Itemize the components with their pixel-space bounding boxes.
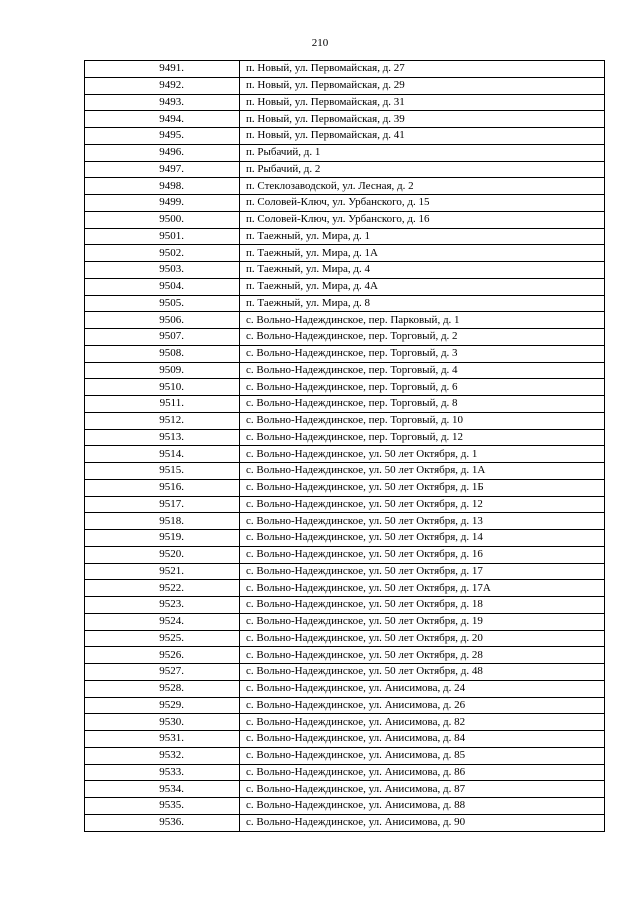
table-row [85,814,605,831]
row-address: с. Вольно-Надеждинское, пер. Парковый, д. 1 [240,312,605,329]
row-address: с. Вольно-Надеждинское, ул. 50 лет Октября, д. 28 [240,647,605,664]
row-address: с. Вольно-Надеждинское, ул. 50 лет Октября, д. 19 [240,613,605,630]
table-row [85,613,605,630]
row-address: п. Стеклозаводской, ул. Лесная, д. 2 [240,178,605,195]
row-address: с. Вольно-Надеждинское, ул. Анисимова, д. 24 [240,680,605,697]
row-number: 9500. [85,211,240,228]
row-number: 9508. [85,345,240,362]
row-number: 9528. [85,680,240,697]
table-row [85,278,605,295]
row-number: 9518. [85,513,240,530]
row-number: 9507. [85,329,240,346]
row-address: с. Вольно-Надеждинское, ул. 50 лет Октября, д. 18 [240,597,605,614]
row-address: п. Таежный, ул. Мира, д. 1А [240,245,605,262]
table-row [85,379,605,396]
row-address: с. Вольно-Надеждинское, ул. 50 лет Октября, д. 13 [240,513,605,530]
table-row [85,530,605,547]
row-address: п. Рыбачий, д. 1 [240,144,605,161]
row-number: 9496. [85,144,240,161]
row-address: с. Вольно-Надеждинское, ул. 50 лет Октября, д. 12 [240,496,605,513]
table-row [85,144,605,161]
table-row [85,362,605,379]
row-address: с. Вольно-Надеждинское, ул. Анисимова, д. 82 [240,714,605,731]
table-row [85,781,605,798]
row-number: 9522. [85,580,240,597]
row-number: 9503. [85,262,240,279]
address-table-body [85,61,605,832]
table-row [85,680,605,697]
table-row [85,496,605,513]
row-number: 9505. [85,295,240,312]
row-number: 9511. [85,396,240,413]
row-number: 9534. [85,781,240,798]
table-row [85,647,605,664]
row-number: 9532. [85,747,240,764]
row-number: 9536. [85,814,240,831]
table-row [85,764,605,781]
row-address: с. Вольно-Надеждинское, ул. 50 лет Октября, д. 16 [240,546,605,563]
row-number: 9510. [85,379,240,396]
row-number: 9524. [85,613,240,630]
row-address: п. Новый, ул. Первомайская, д. 41 [240,128,605,145]
table-row [85,597,605,614]
table-row [85,513,605,530]
row-address: п. Таежный, ул. Мира, д. 4 [240,262,605,279]
row-address: с. Вольно-Надеждинское, ул. 50 лет Октября, д. 17 [240,563,605,580]
row-number: 9498. [85,178,240,195]
row-number: 9509. [85,362,240,379]
row-address: с. Вольно-Надеждинское, ул. 50 лет Октября, д. 1 [240,446,605,463]
table-row [85,563,605,580]
row-address: с. Вольно-Надеждинское, ул. 50 лет Октября, д. 17А [240,580,605,597]
table-row [85,228,605,245]
row-address: п. Таежный, ул. Мира, д. 1 [240,228,605,245]
address-table [84,60,605,832]
table-row [85,714,605,731]
table-row [85,211,605,228]
row-address: п. Соловей-Ключ, ул. Урбанского, д. 15 [240,195,605,212]
row-address: с. Вольно-Надеждинское, ул. Анисимова, д. 86 [240,764,605,781]
table-row [85,345,605,362]
row-address: с. Вольно-Надеждинское, пер. Торговый, д. 4 [240,362,605,379]
row-number: 9491. [85,61,240,78]
table-row [85,195,605,212]
row-number: 9521. [85,563,240,580]
row-number: 9497. [85,161,240,178]
table-row [85,111,605,128]
page-number: 210 [311,37,329,49]
table-row [85,798,605,815]
row-number: 9530. [85,714,240,731]
table-row [85,178,605,195]
row-address: с. Вольно-Надеждинское, пер. Торговый, д. 2 [240,329,605,346]
row-number: 9495. [85,128,240,145]
table-row [85,161,605,178]
row-address: п. Таежный, ул. Мира, д. 4А [240,278,605,295]
row-address: с. Вольно-Надеждинское, ул. Анисимова, д. 88 [240,798,605,815]
row-address: п. Новый, ул. Первомайская, д. 31 [240,94,605,111]
table-row [85,429,605,446]
row-number: 9494. [85,111,240,128]
row-number: 9535. [85,798,240,815]
table-row [85,245,605,262]
row-number: 9493. [85,94,240,111]
row-address: с. Вольно-Надеждинское, ул. 50 лет Октября, д. 1Б [240,479,605,496]
row-address: с. Вольно-Надеждинское, пер. Торговый, д. 10 [240,412,605,429]
row-address: с. Вольно-Надеждинское, ул. 50 лет Октября, д. 48 [240,664,605,681]
table-row [85,61,605,78]
row-number: 9502. [85,245,240,262]
table-row [85,580,605,597]
table-row [85,128,605,145]
row-number: 9516. [85,479,240,496]
table-row [85,479,605,496]
row-address: с. Вольно-Надеждинское, ул. 50 лет Октября, д. 20 [240,630,605,647]
table-row [85,77,605,94]
row-number: 9492. [85,77,240,94]
row-number: 9531. [85,731,240,748]
row-number: 9506. [85,312,240,329]
row-address: п. Рыбачий, д. 2 [240,161,605,178]
table-row [85,94,605,111]
table-row [85,463,605,480]
table-row [85,295,605,312]
row-address: с. Вольно-Надеждинское, пер. Торговый, д. 8 [240,396,605,413]
row-number: 9526. [85,647,240,664]
table-row [85,412,605,429]
row-address: п. Новый, ул. Первомайская, д. 29 [240,77,605,94]
table-row [85,312,605,329]
row-address: п. Соловей-Ключ, ул. Урбанского, д. 16 [240,211,605,228]
row-number: 9501. [85,228,240,245]
table-row [85,747,605,764]
row-number: 9499. [85,195,240,212]
row-number: 9520. [85,546,240,563]
table-row [85,262,605,279]
row-number: 9527. [85,664,240,681]
row-number: 9512. [85,412,240,429]
row-address: п. Новый, ул. Первомайская, д. 39 [240,111,605,128]
row-number: 9513. [85,429,240,446]
row-number: 9519. [85,530,240,547]
row-address: с. Вольно-Надеждинское, пер. Торговый, д. 6 [240,379,605,396]
table-row [85,630,605,647]
row-address: с. Вольно-Надеждинское, ул. 50 лет Октября, д. 1А [240,463,605,480]
row-address: с. Вольно-Надеждинское, ул. Анисимова, д. 26 [240,697,605,714]
table-row [85,446,605,463]
table-row [85,697,605,714]
row-address: с. Вольно-Надеждинское, ул. 50 лет Октября, д. 14 [240,530,605,547]
row-number: 9517. [85,496,240,513]
row-address: с. Вольно-Надеждинское, ул. Анисимова, д. 84 [240,731,605,748]
table-row [85,664,605,681]
row-number: 9533. [85,764,240,781]
row-address: с. Вольно-Надеждинское, ул. Анисимова, д. 87 [240,781,605,798]
row-address: п. Таежный, ул. Мира, д. 8 [240,295,605,312]
table-row [85,396,605,413]
row-address: п. Новый, ул. Первомайская, д. 27 [240,61,605,78]
row-number: 9529. [85,697,240,714]
row-address: с. Вольно-Надеждинское, ул. Анисимова, д. 85 [240,747,605,764]
row-number: 9514. [85,446,240,463]
row-address: с. Вольно-Надеждинское, ул. Анисимова, д. 90 [240,814,605,831]
row-address: с. Вольно-Надеждинское, пер. Торговый, д. 12 [240,429,605,446]
row-address: с. Вольно-Надеждинское, пер. Торговый, д. 3 [240,345,605,362]
table-row [85,329,605,346]
row-number: 9504. [85,278,240,295]
row-number: 9523. [85,597,240,614]
row-number: 9525. [85,630,240,647]
table-row [85,546,605,563]
row-number: 9515. [85,463,240,480]
table-row [85,731,605,748]
